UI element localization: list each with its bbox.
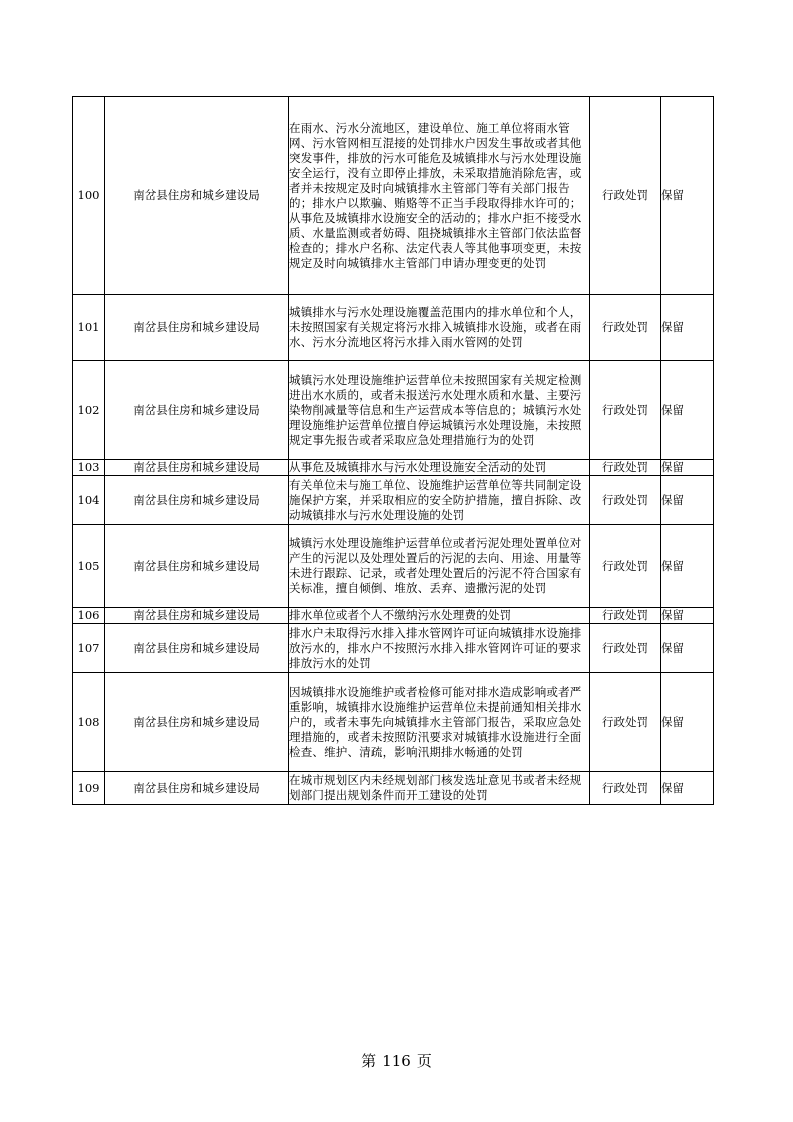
table-row [73, 295, 714, 361]
department: 南岔县住房和城乡建设局 [105, 624, 289, 673]
table-row [73, 361, 714, 460]
item-type: 行政处罚 [590, 361, 661, 460]
department: 南岔县住房和城乡建设局 [105, 460, 289, 476]
department: 南岔县住房和城乡建设局 [105, 772, 289, 805]
department: 南岔县住房和城乡建设局 [105, 525, 289, 608]
row-number: 100 [73, 97, 105, 295]
table-row [73, 525, 714, 608]
table-row [73, 97, 714, 295]
table-row [73, 608, 714, 624]
item-status: 保留 [661, 525, 714, 608]
item-type: 行政处罚 [590, 460, 661, 476]
item-content: 城镇污水处理设施维护运营单位或者污泥处理处置单位对产生的污泥以及处理处置后的污泥的去向、用途、用量等未进行跟踪、记录，或者处理处置后的污泥不符合国家有关标准，擅自倾倒、堆放、丢弃、遗撒污泥的处罚 [289, 525, 590, 608]
item-content: 排水单位或者个人不缴纳污水处理费的处罚 [289, 608, 590, 624]
item-status: 保留 [661, 476, 714, 525]
row-number: 107 [73, 624, 105, 673]
item-type: 行政处罚 [590, 772, 661, 805]
item-content: 排水户未取得污水排入排水管网许可证向城镇排水设施排放污水的，排水户不按照污水排入排水管网许可证的要求排放污水的处罚 [289, 624, 590, 673]
item-status: 保留 [661, 361, 714, 460]
table-row [73, 460, 714, 476]
page-number: 116 [382, 1052, 411, 1070]
row-number: 105 [73, 525, 105, 608]
item-content: 有关单位未与施工单位、设施维护运营单位等共同制定设施保护方案，并采取相应的安全防护措施，擅自拆除、改动城镇排水与污水处理设施的处罚 [289, 476, 590, 525]
item-status: 保留 [661, 295, 714, 361]
item-type: 行政处罚 [590, 525, 661, 608]
item-content: 从事危及城镇排水与污水处理设施安全活动的处罚 [289, 460, 590, 476]
item-type: 行政处罚 [590, 608, 661, 624]
item-type: 行政处罚 [590, 624, 661, 673]
table-row [73, 772, 714, 805]
rules-table [72, 96, 714, 805]
row-number: 104 [73, 476, 105, 525]
table-row [73, 673, 714, 772]
department: 南岔县住房和城乡建设局 [105, 608, 289, 624]
item-content: 在城市规划区内未经规划部门核发选址意见书或者未经规划部门提出规划条件而开工建设的处罚 [289, 772, 590, 805]
row-number: 109 [73, 772, 105, 805]
item-content: 在雨水、污水分流地区，建设单位、施工单位将雨水管网、污水管网相互混接的处罚排水户因发生事故或者其他突发事件，排放的污水可能危及城镇排水与污水处理设施安全运行，没有立即停止排放，未采取措施消除危害，或者并未按规定及时向城镇排水主管部门等有关部门报告的；排水户以欺骗、贿赂等不正当手段取得排水许可的；从事危及城镇排水设施安全的活动的；排水户拒不接受水质、水量监测或者妨碍、阻挠城镇排水主管部门依法监督检查的；排水户名称、法定代表人等其他事项变更，未按规定及时向城镇排水主管部门申请办理变更的处罚 [289, 97, 590, 295]
item-status: 保留 [661, 772, 714, 805]
item-content: 城镇污水处理设施维护运营单位未按照国家有关规定检测进出水水质的，或者未报送污水处理水质和水量、主要污染物削减量等信息和生产运营成本等信息的；城镇污水处理设施维护运营单位擅自停运城镇污水处理设施，未按照规定事先报告或者采取应急处理措施行为的处罚 [289, 361, 590, 460]
department: 南岔县住房和城乡建设局 [105, 673, 289, 772]
item-status: 保留 [661, 460, 714, 476]
item-type: 行政处罚 [590, 673, 661, 772]
row-number: 108 [73, 673, 105, 772]
department: 南岔县住房和城乡建设局 [105, 476, 289, 525]
item-content: 城镇排水与污水处理设施覆盖范围内的排水单位和个人，未按照国家有关规定将污水排入城镇排水设施，或者在雨水、污水分流地区将污水排入雨水管网的处罚 [289, 295, 590, 361]
row-number: 106 [73, 608, 105, 624]
table-row [73, 624, 714, 673]
item-type: 行政处罚 [590, 295, 661, 361]
item-type: 行政处罚 [590, 97, 661, 295]
table-row [73, 476, 714, 525]
department: 南岔县住房和城乡建设局 [105, 97, 289, 295]
page-prefix: 第 [361, 1052, 377, 1070]
row-number: 101 [73, 295, 105, 361]
item-status: 保留 [661, 608, 714, 624]
page-suffix: 页 [416, 1052, 432, 1070]
page-footer [0, 1050, 793, 1071]
row-number: 102 [73, 361, 105, 460]
item-status: 保留 [661, 97, 714, 295]
row-number: 103 [73, 460, 105, 476]
item-status: 保留 [661, 624, 714, 673]
department: 南岔县住房和城乡建设局 [105, 361, 289, 460]
item-status: 保留 [661, 673, 714, 772]
item-type: 行政处罚 [590, 476, 661, 525]
item-content: 因城镇排水设施维护或者检修可能对排水造成影响或者严重影响，城镇排水设施维护运营单位未提前通知相关排水户的，或者未事先向城镇排水主管部门报告，采取应急处理措施的，或者未按照防汛要求对城镇排水设施进行全面检查、维护、清疏，影响汛期排水畅通的处罚 [289, 673, 590, 772]
department: 南岔县住房和城乡建设局 [105, 295, 289, 361]
